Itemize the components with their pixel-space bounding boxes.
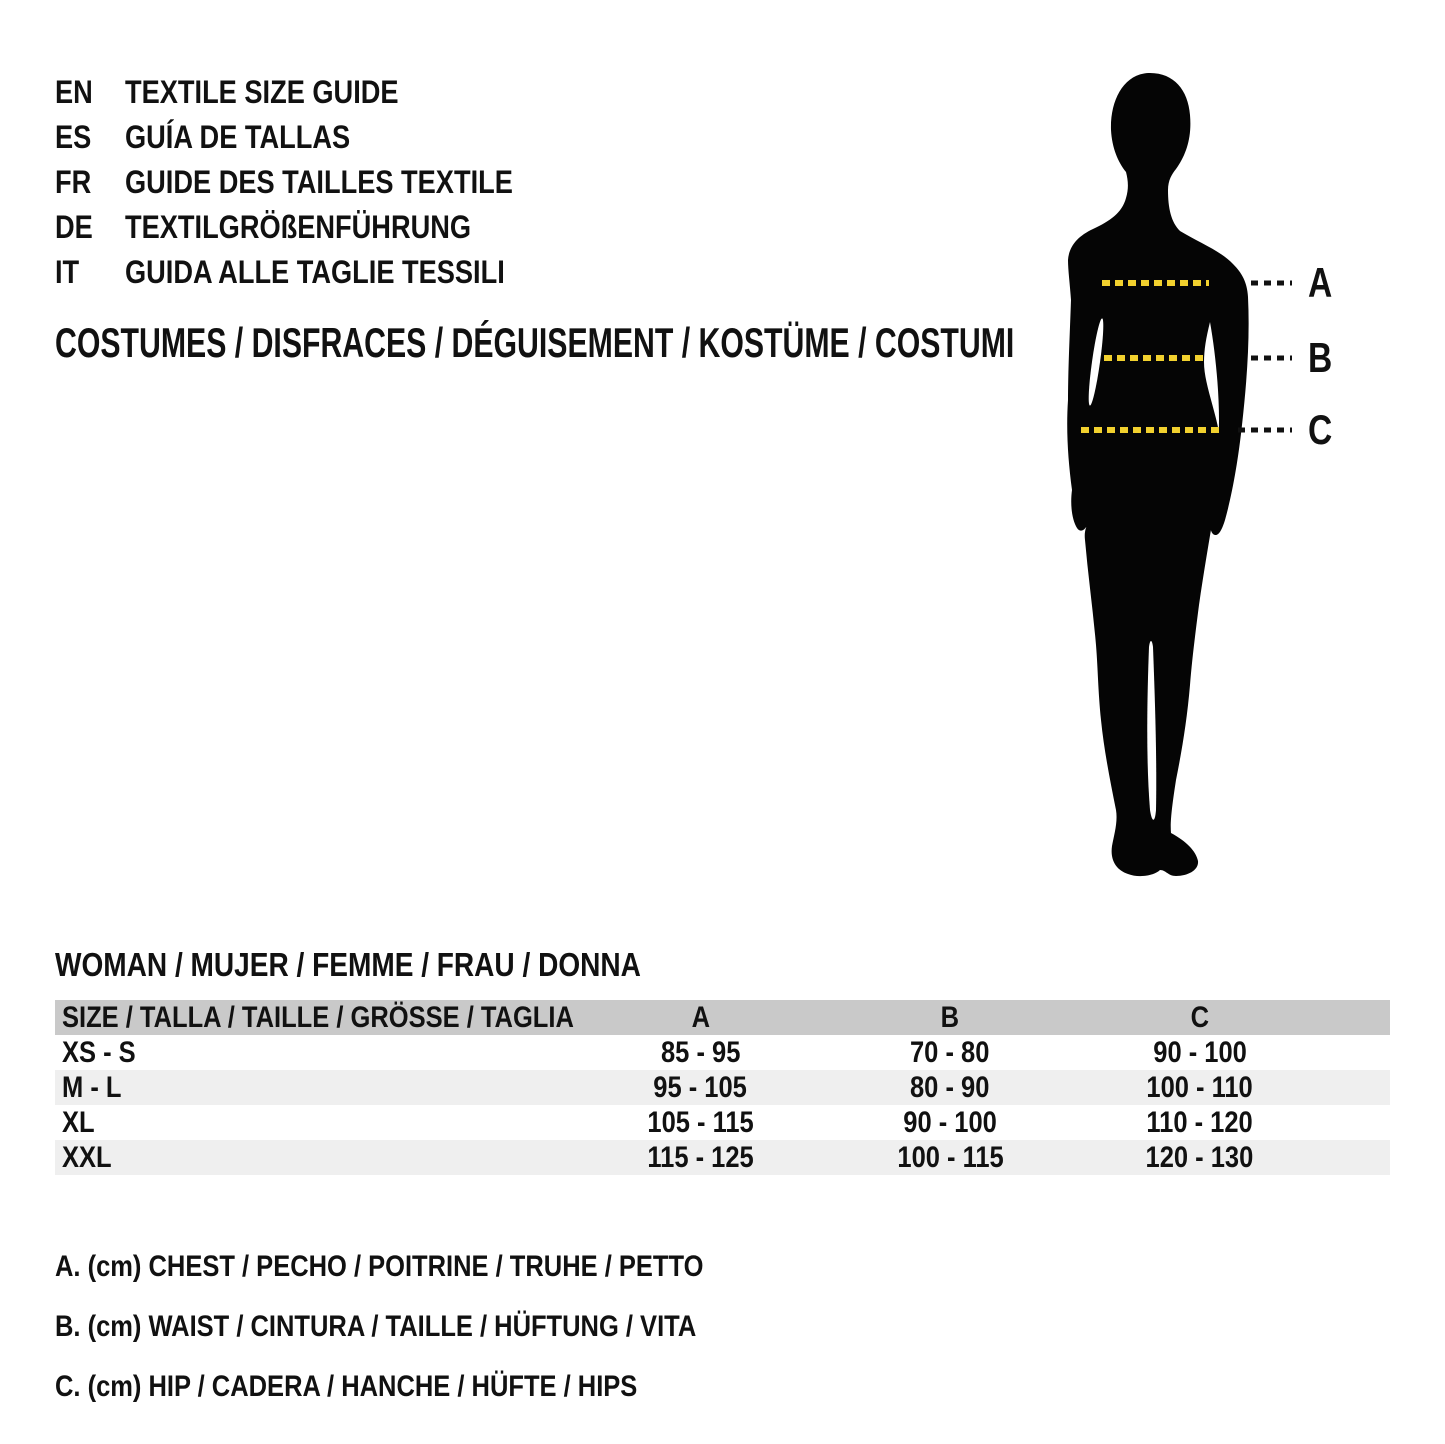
- language-row-es: [55, 115, 581, 160]
- measurement-legend: [55, 1237, 818, 1417]
- language-guide-title: GUIDA ALLE TAGLIE TESSILI: [125, 254, 505, 290]
- language-guide-title: GUIDE DES TAILLES TEXTILE: [125, 164, 513, 200]
- row-spacer: [1325, 1070, 1390, 1105]
- language-title-list: [55, 70, 581, 295]
- row-spacer: [1325, 1140, 1390, 1175]
- legend-waist: B. (cm) WAIST / CINTURA / TAILLE / HÜFTUNG / VITA: [55, 1310, 697, 1343]
- category-title: COSTUMES / DISFRACES / DÉGUISEMENT / KOSTÜME / COSTUMI: [55, 319, 1015, 366]
- size-cell: XS - S: [62, 1036, 136, 1069]
- size-cell: XXL: [62, 1141, 112, 1174]
- language-code: DE: [55, 209, 93, 245]
- woman-silhouette: [1067, 73, 1248, 876]
- language-row-fr: [55, 160, 581, 205]
- hip-cell: 120 - 130: [1145, 1141, 1254, 1174]
- header-col-a: A: [691, 1001, 710, 1034]
- measure-label-chest: A: [1307, 259, 1333, 306]
- size-table: [55, 1000, 1390, 1175]
- waist-cell: 100 - 115: [896, 1141, 1004, 1174]
- waist-cell: 80 - 90: [910, 1071, 990, 1104]
- hip-cell: 110 - 120: [1146, 1106, 1253, 1139]
- language-code: IT: [55, 254, 80, 290]
- measurement-figure: [1058, 70, 1298, 880]
- section-title-woman: WOMAN / MUJER / FEMME / FRAU / DONNA: [55, 946, 641, 983]
- legend-chest: A. (cm) CHEST / PECHO / POITRINE / TRUHE / PETTO: [55, 1250, 704, 1283]
- header-size: SIZE / TALLA / TAILLE / GRÖSSE / TAGLIA: [62, 1001, 574, 1034]
- size-cell: M - L: [62, 1071, 122, 1104]
- waist-cell: 90 - 100: [903, 1106, 997, 1139]
- measure-label-hip: C: [1307, 406, 1333, 453]
- waist-cell: 70 - 80: [910, 1036, 990, 1069]
- chest-cell: 85 - 95: [660, 1036, 741, 1069]
- legend-hip: C. (cm) HIP / CADERA / HANCHE / HÜFTE / HIPS: [55, 1370, 638, 1403]
- language-guide-title: TEXTILE SIZE GUIDE: [125, 74, 399, 110]
- language-guide-title: GUÍA DE TALLAS: [125, 119, 351, 155]
- table-row-xl: [55, 1105, 1390, 1140]
- header-spacer: [1325, 1000, 1390, 1035]
- chest-cell: 95 - 105: [653, 1071, 748, 1104]
- hip-cell: 100 - 110: [1146, 1071, 1253, 1104]
- header-col-b: B: [940, 1001, 960, 1034]
- chest-cell: 115 - 125: [647, 1141, 754, 1174]
- table-row-m-l: [55, 1070, 1390, 1105]
- row-spacer: [1325, 1035, 1390, 1070]
- language-code: EN: [55, 74, 93, 110]
- row-spacer: [1325, 1105, 1390, 1140]
- language-code: ES: [55, 119, 92, 155]
- size-cell: XL: [62, 1106, 95, 1139]
- table-row-xxl: [55, 1140, 1390, 1175]
- language-row-de: [55, 205, 581, 250]
- header-col-c: C: [1190, 1001, 1209, 1034]
- hip-cell: 90 - 100: [1152, 1036, 1247, 1069]
- language-guide-title: TEXTILGRÖßENFÜHRUNG: [125, 209, 472, 245]
- chest-cell: 105 - 115: [647, 1106, 754, 1139]
- woman-silhouette-figure: [1058, 70, 1298, 880]
- language-code: FR: [55, 164, 92, 200]
- size-table-header-row: [55, 1000, 1390, 1035]
- language-row-it: [55, 250, 581, 295]
- language-row-en: [55, 70, 581, 115]
- table-row-xs-s: [55, 1035, 1390, 1070]
- measure-label-waist: B: [1307, 334, 1333, 381]
